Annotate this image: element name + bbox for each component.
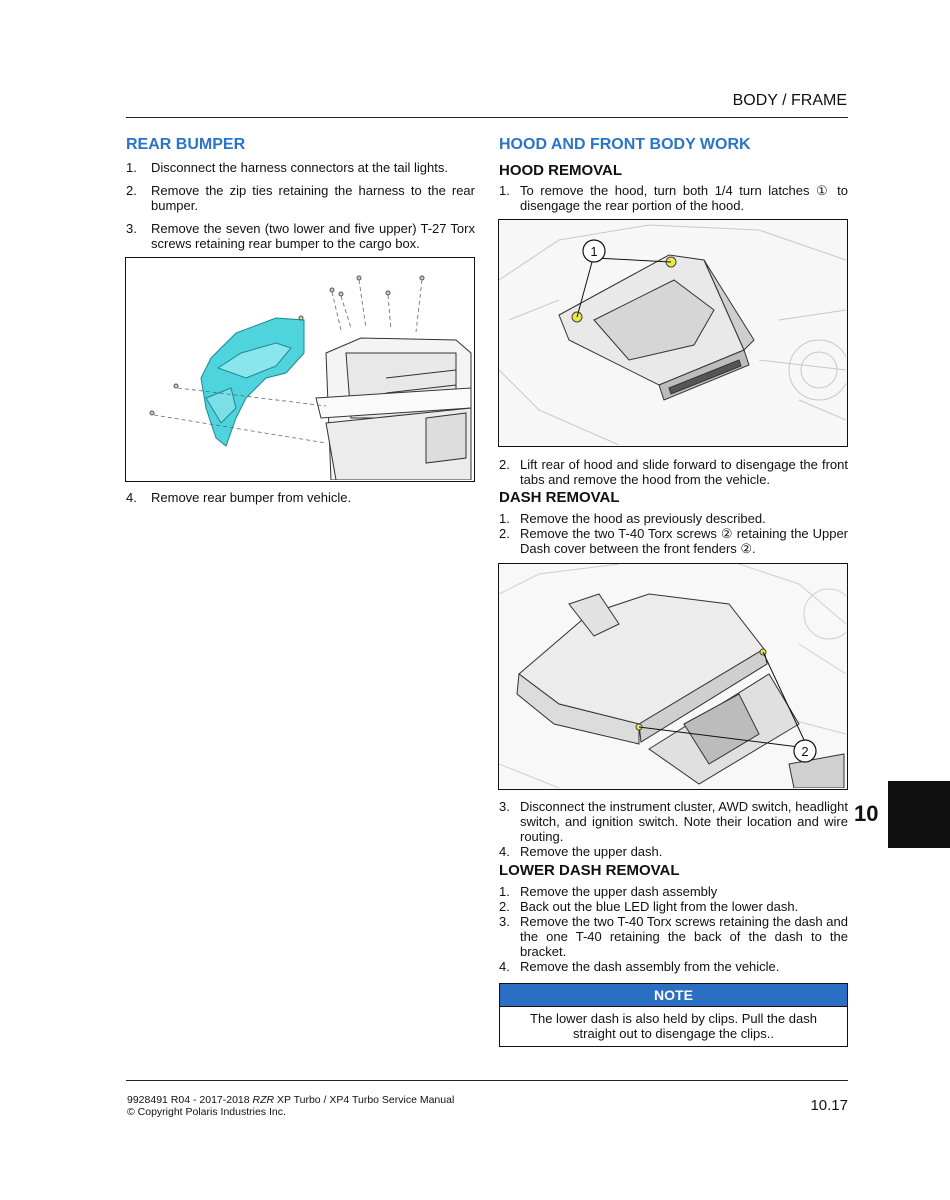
hood-callout-label: 1 [590, 244, 598, 259]
chapter-tab [888, 781, 950, 848]
footer-manual-info [127, 1094, 454, 1118]
list-item: 4. Remove rear bumper from vehicle. [126, 490, 352, 505]
list-item: 4. Remove the dash assembly from the vehicle. [499, 959, 780, 974]
footer-manual-title: 9928491 R04 - 2017-2018 RZR XP Turbo / XP4 Turbo Service Manual [127, 1094, 455, 1106]
rear-bumper-heading: REAR BUMPER [126, 136, 246, 153]
list-item: 1. Remove the upper dash assembly [499, 884, 718, 899]
note-box [499, 983, 848, 1047]
section-title: BODY / FRAME [732, 92, 847, 109]
hood-removal-step1 [499, 183, 848, 213]
note-title: NOTE [500, 984, 847, 1007]
dash-callout-label: 2 [801, 744, 809, 759]
rear-bumper-steps [126, 160, 475, 251]
list-item: 2. Remove the zip ties retaining the harness to the rear bumper. [126, 183, 475, 213]
list-item: 2. Back out the blue LED light from the lower dash. [499, 899, 799, 914]
lower-dash-steps [499, 884, 848, 974]
note-text: The lower dash is also held by clips. Pull the dash straight out to disengage the clips.. [530, 1011, 817, 1041]
list-item: 1. To remove the hood, turn both 1/4 turn latches ① to disengage the rear portion of the hood. [499, 183, 848, 213]
dash-figure [498, 563, 848, 790]
footer-copyright: © Copyright Polaris Industries Inc. [127, 1106, 286, 1118]
hood-figure [498, 219, 848, 447]
dash-removal-steps [499, 511, 848, 556]
list-item: 3. Remove the two T-40 Torx screws retaining the dash and the one T-40 retaining the back of the dash to the bracket. [499, 914, 848, 959]
hood-illustration [499, 220, 846, 445]
dash-illustration [499, 564, 846, 788]
lower-dash-subheading: LOWER DASH REMOVAL [499, 862, 680, 879]
list-item: 1. Disconnect the harness connectors at the tail lights. [126, 160, 448, 175]
list-item: 3. Disconnect the instrument cluster, AWD switch, headlight switch, and ignition switch. Note their location and wire routing. [499, 799, 848, 844]
header-rule [126, 117, 848, 118]
hood-removal-subheading: HOOD REMOVAL [499, 162, 623, 179]
footer-rule [126, 1080, 848, 1081]
list-item: 2. Remove the two T-40 Torx screws ② retaining the Upper Dash cover between the front fenders ②. [499, 526, 848, 556]
list-item: 2. Lift rear of hood and slide forward to disengage the front tabs and remove the hood from the vehicle. [499, 457, 848, 487]
dash-removal-steps-after [499, 799, 848, 859]
hood-removal-step2 [499, 457, 848, 487]
rear-bumper-figure [125, 257, 475, 482]
list-item: 1. Remove the hood as previously described. [499, 511, 766, 526]
rear-bumper-illustration [126, 258, 473, 480]
rear-bumper-final-step [126, 490, 475, 505]
chapter-number: 10 [854, 801, 879, 826]
list-item: 3. Remove the seven (two lower and five upper) T-27 Torx screws retaining rear bumper to the cargo box. [126, 221, 475, 251]
hood-front-body-heading: HOOD AND FRONT BODY WORK [499, 136, 751, 153]
dash-removal-subheading: DASH REMOVAL [499, 489, 620, 506]
page-number: 10.17 [810, 1097, 848, 1114]
list-item: 4. Remove the upper dash. [499, 844, 663, 859]
